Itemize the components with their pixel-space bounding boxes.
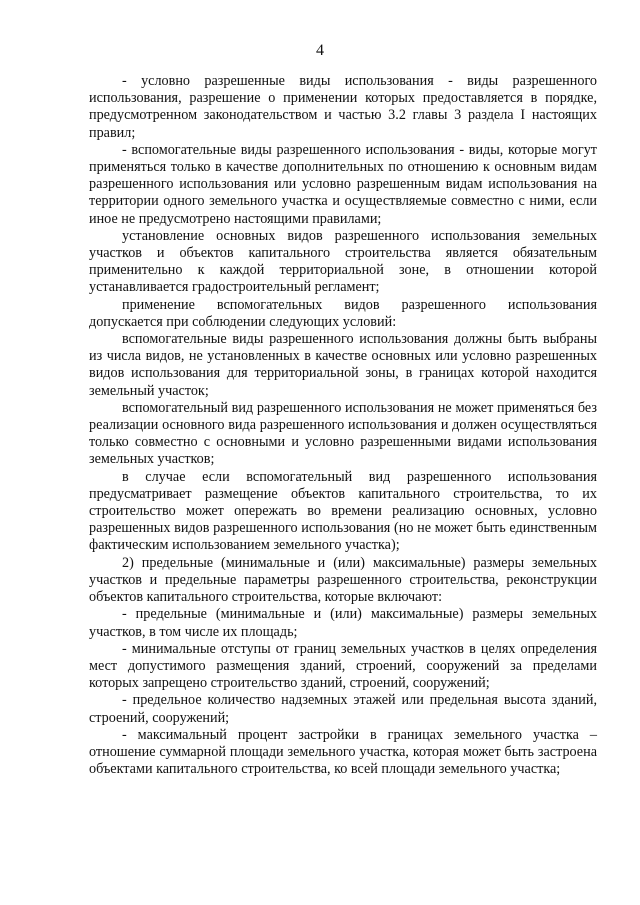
paragraph-plot-sizes: - предельные (минимальные и (или) максимальные) размеры земельных участков, в том числе их площадь; bbox=[89, 606, 597, 640]
paragraph-limit-parameters: 2) предельные (минимальные и (или) максимальные) размеры земельных участков и предельные параметры разрешенного строительства, реконструкции объектов капитального строительства, которые включают: bbox=[89, 554, 597, 606]
paragraph-setbacks: - минимальные отступы от границ земельных участков в целях определения мест допустимого размещения зданий, строений, сооружений за пределами которых запрещено строительство зданий, строений, сооружений; bbox=[89, 640, 597, 692]
page-number: 4 bbox=[316, 42, 324, 59]
paragraph-condition-construction: в случае если вспомогательный вид разрешенного использования предусматривает размещение объектов капитального строительства, то их строительство может опережать во времени реализацию основных, условно разрешенных видов разрешенного использования (но не может быть единственным фактическим использованием земельного участка); bbox=[89, 468, 597, 554]
paragraph-condition-joint-use: вспомогательный вид разрешенного использования не может применяться без реализации основного вида разрешенного использования и должен осуществляться только совместно с основными и условно разрешенными видами использования земельных участков; bbox=[89, 399, 597, 468]
paragraph-conditional-uses: - условно разрешенные виды использования - виды разрешенного использования, разрешение о применении которых предоставляется в порядке, предусмотренном законодательством и частью 3.2 главы 3 раздела I настоящих правил; bbox=[89, 73, 597, 141]
paragraph-main-uses-mandatory: установление основных видов разрешенного использования земельных участков и объектов капитального строительства является обязательным применительно к каждой территориальной зоне, в отношении которой устанавливается градостроительный регламент; bbox=[89, 227, 597, 296]
paragraph-auxiliary-uses: - вспомогательные виды разрешенного использования - виды, которые могут применяться только в качестве дополнительных по отношению к основным видам разрешенного использования или условно разрешенным видам использования на территории одного земельного участка и осуществляемые совместно с ними, если иное не предусмотрено настоящими правилами; bbox=[89, 141, 597, 227]
paragraph-coverage-percent: - максимальный процент застройки в границах земельного участка – отношение суммарной площади земельного участка, которая может быть застроена объектами капитального строительства, ко всей площади земельного участка; bbox=[89, 726, 597, 778]
paragraph-condition-selection: вспомогательные виды разрешенного использования должны быть выбраны из числа видов, не установленных в качестве основных или условно разрешенных видов использования для территориальной зоны, в границах которой находится земельный участок; bbox=[89, 331, 597, 399]
paragraph-auxiliary-conditions: применение вспомогательных видов разрешенного использования допускается при соблюдении следующих условий: bbox=[89, 296, 597, 330]
document-body bbox=[89, 73, 597, 778]
paragraph-floors-height: - предельное количество надземных этажей или предельная высота зданий, строений, сооружений; bbox=[89, 692, 597, 726]
